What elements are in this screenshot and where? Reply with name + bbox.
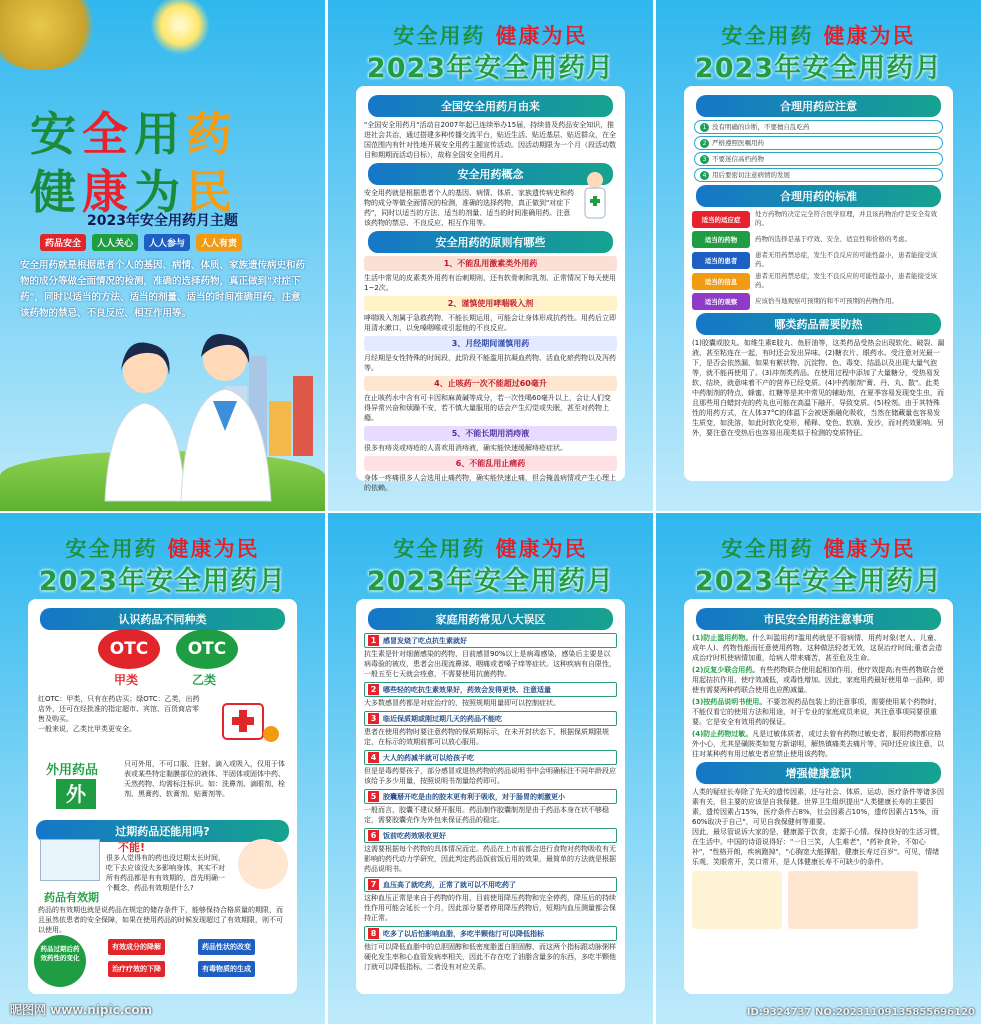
month-title: 2023年安全用药月 (694, 53, 943, 84)
myth-text: 这种血压正常是来自于药物的作用，目前使用降压药物和完全停药，降压后的持续性作用可能会延长一个月，因此部分要者停用降压药物后，短期内血压测量都会保持正常。 (364, 894, 616, 922)
principle-title: 4、止咳药一次不能超过60毫升 (364, 376, 617, 391)
myth-text: 一般而言，胶囊不建议掰开服用。药品制作胶囊制剂是由于药品本身在状不够稳定，需要胶囊壳作为外包来保证药品的稳定。 (364, 806, 609, 824)
note-item: 4 用后要密切注意病情的发展 (694, 168, 943, 182)
principle-text: 月经期是女性特殊的时间段，此阶段不能滥用抗凝血药物、活血化瘀药物以及泻药等。 (364, 354, 616, 372)
note-item: 3 不要迷信高档药物 (694, 152, 943, 166)
myth-text: 但是是毒药婴孩子，部分感冒或退热药物的药品说明书中会明确标注不同年龄段应该给予多少用量，按照说明书剂量给药即可。 (364, 767, 616, 785)
month-title: 2023年安全用药月 (38, 566, 287, 597)
myth-title: 1 感冒发烧了吃点抗生素就好 (364, 633, 617, 648)
otc-a-label: 甲类 (114, 673, 139, 687)
section-citizen-notes-header: 市民安全用药注意事项 (696, 608, 941, 630)
standard-row: 适当的药物 药物的选择是基于疗效、安全、适宜性和价格的考虑。 (692, 231, 945, 248)
principle-text: 在止咳药水中含有可卡因和麻黄碱等成分，若一次性喝60毫升以上，会让人们变得异常兴奋和烦躁不安，若不慎大量服用的话会产生幻觉或失眠，甚至对药物上瘾。 (364, 394, 611, 422)
otc-green-badge: OTC (176, 629, 238, 669)
doctor-patient-illustration (40, 839, 100, 881)
section-heat-header: 哪类药品需要防热 (696, 313, 941, 335)
standard-row: 适当的观察 应该恰当地观察可预期的和不可预期的药物作用。 (692, 293, 945, 310)
validity-title: 药品有效期 (44, 891, 99, 904)
external-badge: 外 (56, 779, 96, 809)
myth-title: 4 大人的药减半就可以给孩子吃 (364, 750, 617, 765)
section-concept-header: 安全用药概念 (368, 163, 613, 185)
sun-decoration (150, 0, 210, 55)
family-illustrations (692, 871, 945, 929)
month-title: 2023年安全用药月 (694, 566, 943, 597)
section-origin-header: 全国安全用药月由来 (368, 95, 613, 117)
myth-text: 抗生素是针对细菌感染的药物，目前感冒90%以上是病毒感染，感染后主要是以病毒验的被攻，患者会出现流鼻涕、咽痛或者嗓子痒等症状。这种疾病有自限性，一般五至七天就会痊愈，不需要使用抗菌药物。 (364, 650, 616, 678)
tag-safety: 药品安全 (40, 234, 86, 251)
notice-property-change: 药品性状的改变 (198, 939, 255, 955)
tag-responsibility: 人人有责 (196, 234, 242, 251)
principle-text: 生活中常见的皮素类外用药有治刺期则，还有软骨刺和乳剂、正常情况下每天使用1~2次。 (364, 274, 616, 292)
tree-foliage (0, 0, 100, 70)
family-cartoon-right (788, 871, 918, 929)
pharmacist-icon (580, 170, 610, 220)
slogan-header: 安全用药 健康为民 (721, 537, 916, 561)
otc-red-badge: OTC (98, 629, 160, 669)
myth-title: 3 临近保质期或刚过期几天的药品不能吃 (364, 711, 617, 726)
principle-text: 身体一疼痛很多人会选用止痛药物，确实能快速止痛，但会掩盖病情或产生心理上的依赖。 (364, 474, 616, 492)
citizen-note: (2)反复少联合用药。有些药物联合使用起相加作用，使疗效提高;有些药物联合使用起拮抗作用，使疗效减低，或毒性增加。因此，家庭用药最好使用单一品种，即使有需要两种药联合使用也应酌减量。 (692, 666, 944, 694)
slogan-header: 安全用药 健康为民 (393, 537, 588, 561)
citizen-note: (3)按药品说明书使用。不要忽视药品包装上的注意事项，需要使用某个药物时，不能仅看它的使用方法和用途，对于专业的家庭成员来说，其注意事项同要很重要。它是安全有效用药的保证。 (692, 698, 942, 726)
poster-panel-1 (0, 0, 325, 511)
myth-title: 8 吃多了以后怕影响血脂，多吃半颗他汀可以降低指标 (364, 926, 617, 941)
cannot-text: 很多人觉得有的药也没过期太长时间，吃下去应该没大多影响身体，其实不对所有药品都是有有效期的，首先明确一个概念，药品有效期是什么? (106, 854, 225, 892)
section-myths-header: 家庭用药常见八大误区 (368, 608, 613, 630)
myth-text: 患者在使用药物时要注意药物的保质期标示，在未开封状态下，根据保质期限规定，在标示的效期前都可以放心服用。 (364, 728, 609, 746)
otc-b-label: 乙类 (192, 673, 217, 687)
notice-toxic-formation: 有毒物质的生成 (198, 961, 255, 977)
section-health-header: 增强健康意识 (696, 762, 941, 784)
slogan-header: 安全用药 健康为民 (393, 24, 588, 48)
myth-text: 他汀可以降低血脂中的总胆固醇和低密度脂蛋白胆固醇，而这两个指标跟动脉粥样硬化发生率和心血管发病率相关，因此不存在吃了油脂含量多的东西，多吃半颗他汀就可以降低指标，二者没有对应关系。 (364, 943, 616, 971)
principle-title: 3、月经期间谨慎用药 (364, 336, 617, 351)
poster-panel-3 (656, 0, 981, 511)
family-cartoon-left (692, 871, 782, 929)
slogan-header: 安全用药 健康为民 (721, 24, 916, 48)
myth-text: 大多数感冒药都是对症治疗的，按照规期用量即可以控制症状。 (364, 699, 560, 707)
notice-degradation: 有效成分的降解 (108, 939, 165, 955)
citizen-note: (4)防止药物过敏。凡是过敏体质者，或过去曾有药物过敏史者，服用药物都应格外小心，尤其是磺胺类如复方新诺明，解热镇痛类去痛片等，同时还应该注意，以往对某种药有用过敏史者应禁止使用该药物。 (692, 730, 944, 758)
concept-text: 安全用药就是根据患者个人的基因、病情、体质、家族遗传病史和药物的成分等做全面情况的检测，准确的选择药物，真正做到"对症下药"，同时以适当的方法、适当的剂量、适当的时间准确用药。注意该药物的禁忌、不良反应、相互作用等。 (364, 189, 574, 227)
child-illustration (238, 839, 288, 889)
validity-text: 药品的有效期也就是说药品在规定的储存条件下，能够保持合格质量的期限，而且虽然依患者的安全保障，如果在使用药品的时候发现超过了有效期限，则不可以使用。 (38, 906, 283, 934)
content-card (356, 599, 625, 994)
month-title: 2023年安全用药月 (366, 53, 615, 84)
watermark-left: 昵图网 www.nipic.com (10, 1003, 153, 1017)
theme-title: 2023年安全用药月主题 (87, 213, 238, 229)
principle-title: 5、不能长期用消痔液 (364, 426, 617, 441)
poster-panel-6 (656, 513, 981, 1024)
principle-title: 2、谨慎使用哮喘吸入剂 (364, 296, 617, 311)
myth-title: 5 胶囊掰开吃是由的胶末更有利于吸收，对于肠胃的刺激更小 (364, 789, 617, 804)
section-expired-header: 过期药品还能用吗? (36, 820, 289, 842)
watermark-right: ID:9324737 NO:20231109135855696120 (746, 1007, 975, 1018)
origin-text: "全国安全用药月"活动自2007年起已连续举办15届，持续普及药品安全知识，推进社会共治，通过搭建多种传播交流平台，贴近生活、贴近基层、贴近群众，在全国范围内有针对性地开展安全用药主题宣传活动。因活动期限为一个月（段活动数目和期期而活动目标），故称全国安全用药月。 (364, 121, 616, 159)
otc-text: 红OTC：甲类，只有在药店买；绿OTC：乙类，出药店外，还可在经批准的指定超市、宾馆、百货商店零售及购买。 一般来说，乙类比甲类更安全。 (38, 695, 200, 733)
principle-title: 6、不能乱用止痛药 (364, 456, 617, 471)
poster-panel-4 (0, 513, 325, 1024)
section-standards-header: 合理用药的标准 (696, 185, 941, 207)
content-card (684, 599, 953, 994)
tag-care: 人人关心 (92, 234, 138, 251)
note-item: 1 没有明确的诊断，不要擅自乱吃药 (694, 120, 943, 134)
standard-row: 适当的患者 患者无用药禁忌症，发生不良反应的可能性最小，患者能接受该药。 (692, 251, 945, 269)
external-title: 外用药品 (46, 763, 99, 778)
heat-text: (1)胶囊或胶丸。如维生素E胶丸、鱼肝油等，这类药品受热会出现软化、破裂、漏液、甚至粘连在一起，有时还会发出异味。(2)糖衣片、眼药水。受注意对光最一下，是否会依然漏，如果有絮状物、沉淀物、色、毒变、结晶以及出现大量气泡等，就不能再使用了。(3)冲剂类药品。在使用过程中添加了大量糖分，受热易发软、结块，就意味着不产的营养已经变质。(4)中药制剂"膏、丹、丸、散"。此类中药制剂的特点，蜂蜜、红糖等是其中常见的辅助剂，在夏季容易发现变生虫，而且那些用白蜡封壳的药丸也可能在高温下融开，导致变质。(5)栓剂。由于其特殊性的用药方式，在人体37°C的体温下会被逐渐融化吸收，当然在储藏量也容易发生质变，如洗溶，如此时软化变形，稀释、变色、软崩、发沙，而对药效影响。另外，要注意在受热后也容易出现类似于检测的变质特征。 (692, 339, 945, 437)
myth-title: 7 血压高了就吃药，正常了就可以不用吃药了 (364, 877, 617, 892)
content-card (28, 599, 297, 994)
tag-participate: 人人参与 (144, 234, 190, 251)
poster-panel-2 (328, 0, 653, 511)
section-principles-header: 安全用药的原则有哪些 (368, 231, 613, 253)
month-title: 2023年安全用药月 (366, 566, 615, 597)
doctors-illustration (85, 331, 285, 501)
external-text: 只可外用，不可口服、注射、滴入或吸入，仅用于体表或某些特定黏膜部位的液体、半固体或固体中药、天然药物、均需标注标识。如：洗鼻剂、滴眼剂、栓剂、黑膏药、软膏剂、贴膏剂等。 (124, 760, 285, 798)
content-card (684, 86, 953, 481)
myth-text: 这需要根据每个药物的具体情况而定。药品在上市前都会进行食物对药物吸收有无影响的药代动力学研究，因此判定药品饭前饭后用的效果，最简单的方法就是根据药品说明书。 (364, 845, 616, 873)
principle-text: 哮喘吸入剂属于急救药物，不能长期运用，可能会让身体形成抗药性。用药后立即用清水漱口，以免嗓咽喉或引起他的不良反应。 (364, 314, 616, 332)
myth-title: 6 饭前吃药效吸收更好 (364, 828, 617, 843)
section-notes-header: 合理用药应注意 (696, 95, 941, 117)
citizen-note: (1)防止滥用药物。什么叫滥用药?滥用药就是不管病情、用药对象(老人、儿童、成年人)、药物性能而任意使用药物。这种做法轻者无效，这误治疗时间;重者会造成治疗时机使病情加重，给病人带来痛苦，甚至危及生命。 (692, 634, 943, 662)
standard-row: 适当的信息 患者无用药禁忌症，发生不良反应的可能性最小，患者能接受该药。 (692, 272, 945, 290)
slogan-header: 安全用药 健康为民 (65, 537, 260, 561)
myth-title: 2 哪些轻的吃抗生素效果好，药效会发得更快、注意适量 (364, 682, 617, 697)
cannot-label: 不能! (118, 841, 146, 854)
intro-text: 安全用药就是根据患者个人的基因、病情、体质、家族遗传病史和药物的成分等做全面情况的检测，准确的选择药物，真正做到"对症下药"，同时以适当的方法、适当的剂量、适当的时间准确用药。注意该药物的禁忌、不良反应、相互作用等。 (20, 260, 306, 319)
content-card (356, 86, 625, 492)
main-title: 安全用药 健康为民 (30, 107, 238, 219)
note-item: 2 严格遵照医嘱用药 (694, 136, 943, 150)
section-types-header: 认识药品不同种类 (40, 608, 285, 630)
principle-title: 1、不能乱用激素类外用药 (364, 256, 617, 271)
medicine-box-icon (213, 694, 283, 749)
notice-efficacy-drop: 治疗疗效的下降 (108, 961, 165, 977)
theme-tags (40, 234, 242, 251)
health-text: 人类的疑症长寿除了先天的遗传因素，还与社会、体质、运动、医疗条件等诸多因素有关，但主要的应该是自我保健。世界卫生组织提出"人类健康长寿的主要因素，遗传因素占15%，医疗条件占8%，社会因素占10%，遗传因素占15%，而60%取决于自己"，可见自我保健何等重要。 因此，最尽管说诉大家的是，健康源于饮食，走源于心情。保持良好的生活习惯，在生活中。中国的诗语说得好："一日三笑，人生难老"，"药补食补，不如心补"，"性格开朗，疾病跑掉"，"心胸宽大能撑船，健康长寿过百岁"。可见，情绪乐观，笑眼常开，笑口常开，是人体健康长寿不可缺少的条件。 (692, 788, 944, 866)
poster-panel-5 (328, 513, 653, 1024)
principle-text: 很多有痔炎或痔疮的人喜欢用消痔液，确实能快速缓解痔疮症状。 (364, 444, 567, 452)
expired-changes-badge: 药品过期后药效药性的变化 (34, 935, 86, 987)
standard-row: 适当的适应症 处方药物的决定完全符合医学原理，并且该药物治疗是安全有效的。 (692, 210, 945, 228)
